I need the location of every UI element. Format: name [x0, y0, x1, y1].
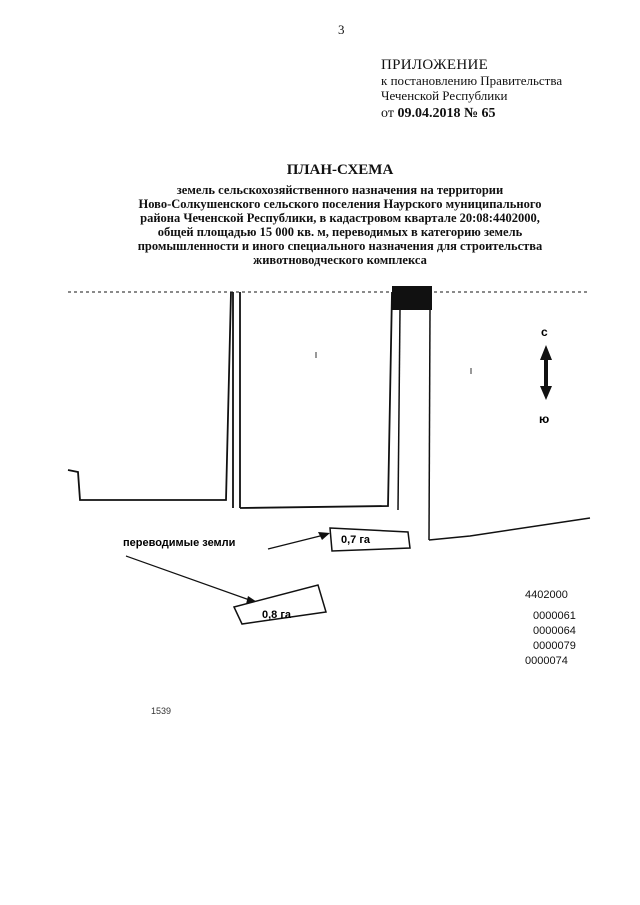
- parcel-number-4: 0000074: [525, 655, 568, 667]
- date-prefix: от: [381, 106, 394, 121]
- document-number: 65: [481, 106, 496, 121]
- heading-desc-5: промышленности и иного специального назначения для строительства: [137, 239, 543, 253]
- road-line-right-1: [398, 310, 400, 510]
- plot-1-area: 0,7 га: [341, 534, 371, 546]
- number-sign: №: [463, 106, 479, 121]
- parcel-number-2: 0000064: [533, 625, 576, 637]
- appendix-line-1: к постановлению Правительства: [381, 73, 563, 88]
- small-map-number: 1539: [151, 706, 172, 716]
- pointer-line-plot-1: [268, 534, 328, 549]
- heading-desc-2: Ново-Солкушенского сельского поселения Наурского муниципального: [138, 197, 542, 211]
- pointer-line-plot-2: [126, 556, 258, 603]
- north-label: с: [541, 325, 548, 339]
- parcel-number-1: 0000061: [533, 610, 576, 622]
- north-arrow-icon: [540, 345, 552, 400]
- transferred-lands-label: переводимые земли: [123, 537, 236, 549]
- heading-desc-1: земель сельскохозяйственного назначения на территории: [176, 183, 504, 197]
- field-boundary-middle: [240, 292, 392, 508]
- document-date: 09.04.2018: [397, 106, 461, 121]
- parcel-number-3: 0000079: [533, 640, 576, 652]
- south-label: ю: [539, 412, 550, 426]
- black-marker-block: [392, 286, 432, 310]
- heading-desc-4: общей площадью 15 000 кв. м, переводимых в категорию земель: [157, 225, 523, 239]
- page-number: 3: [338, 22, 345, 37]
- appendix-line-2: Чеченской Республики: [381, 88, 508, 103]
- plot-2-area: 0,8 га: [262, 609, 292, 621]
- appendix-title: ПРИЛОЖЕНИЕ: [381, 57, 489, 73]
- road-line-right-2: [429, 310, 430, 540]
- quarter-number: 4402000: [525, 589, 568, 601]
- heading-desc-3: района Чеченской Республики, в кадастровом квартале 20:08:4402000,: [140, 211, 540, 225]
- heading-desc-6: животноводческого комплекса: [253, 253, 427, 267]
- heading-title: ПЛАН-СХЕМА: [286, 162, 394, 178]
- cadastral-numbers: [525, 588, 576, 669]
- field-boundary-left: [68, 292, 231, 500]
- field-boundary-right: [429, 518, 590, 540]
